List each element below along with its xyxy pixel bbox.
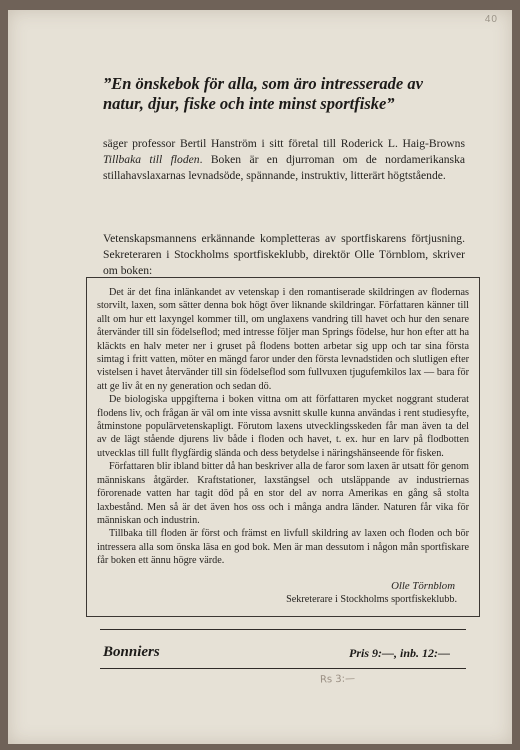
- intro-text-part1: säger professor Bertil Hanström i sitt företal till Roderick L. Haig-Browns: [103, 137, 465, 150]
- review-text: [97, 286, 469, 568]
- signature-name: Olle Törnblom: [391, 580, 455, 592]
- pencil-price-note: Rs 3:—: [319, 673, 356, 686]
- review-paragraph: Författaren blir ibland bitter då han beskriver alla de faror som laxen är utsatt för genom människans åtgärder. Kraftstationer, laxstängsel och utsläppande av industriernas förorenade vatten har tagit död på en stor del av norra Amerikas en gång så stolta laxbestånd. Men så är det även hos oss och i många andra länder. Naturen får vika för människan och industrin.: [97, 461, 469, 526]
- divider-bottom: [100, 668, 466, 669]
- intro-paragraph: [103, 136, 465, 184]
- pencil-corner-mark: 40: [484, 14, 498, 25]
- publisher-name: Bonniers: [103, 644, 160, 660]
- headline-quote: ”En önskebok för alla, som äro intresserade av natur, djur, fiske och inte minst sportfiske”: [103, 74, 423, 113]
- intro-paragraph-2: Vetenskapsmannens erkännande kompletteras av sportfiskarens förtjusning. Sekreteraren i Stockholms sportfiskeklubb, direktör Olle Törnblom, skriver om boken:: [103, 232, 465, 277]
- price-label: Pris 9:—, inb. 12:—: [348, 646, 450, 660]
- book-title-italic: Tillbaka till floden: [103, 153, 200, 166]
- review-paragraph: De biologiska uppgifterna i boken vittna om att författaren mycket noggrant studerat flodens liv, och frågan är väl om inte vissa avsnitt skulle kunna användas i rent studiesyfte, åtminstone populärvetenskapligt. Förutom laxens utvecklingsskeden får man även ta del av de lägt stående djurens liv både i floden och havet, t. ex. hur en larv på flodbotten utvecklas till fullt flygfärdig slända och dess betydelse i näringshänseende för fisken.: [97, 394, 469, 459]
- review-box: [86, 277, 480, 617]
- intro-text-part2: . Boken är en djurroman om de nordamerikanska stillahavslaxarnas levnadsöde, spännande, instruktiv, litterärt högtstående.: [103, 153, 466, 182]
- review-paragraph: Tillbaka till floden är först och främst en livfull skildring av laxen och floden och bör intressera alla som önska läsa en god bok. Men är man dessutom i någon mån sportfiskare får boken ett ännu högre värde.: [97, 528, 469, 567]
- divider-top: [100, 629, 466, 630]
- review-paragraph: Det är det fina inlänkandet av vetenskap i den romantiserade skildringen av flodernas storvilt, laxen, som sätter denna bok högt över liknande skildringar. Författaren känner till allt om hur ett laxyngel kommer till, om unglaxens vandring till havet och hur den senare återvänder till sin födelseflod; med intresse följer man Springs födelse, hur hon efter att ha kläckts en halv meter ner i gruset på flodens botten arbetar sig upp och tar sina första simtag i fritt vatten, möter en mängd faror under den första levnadstiden och slutligen efter vistelsen i havet återvänder till sin födelseflod som fullvuxen tjugufemkilos lax — bara för att ge liv åt en ny generation och sedan dö.: [97, 287, 469, 392]
- signature-title: Sekreterare i Stockholms sportfiskeklubb.: [286, 594, 457, 605]
- book-back-cover: [8, 10, 512, 744]
